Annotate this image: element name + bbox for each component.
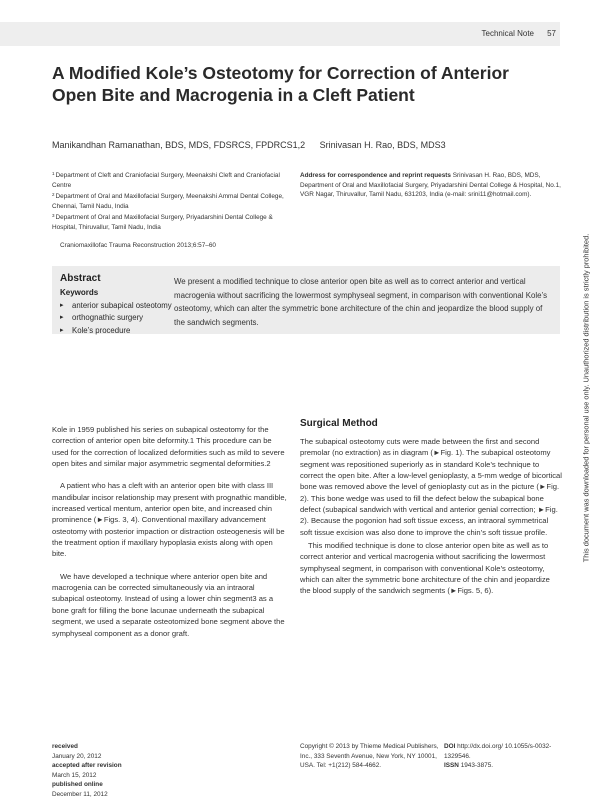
received-label: received <box>52 743 78 750</box>
body-paragraph: Kole in 1959 published his series on subapical osteotomy for the correction of anterior open bite deformity.1 This procedure can be used for the correction of localized deformities such as mild to severe open bites and similar major asymmetric segmental deformities.2 <box>52 425 285 469</box>
received-date: January 20, 2012 <box>52 752 102 760</box>
published-date: December 11, 2012 <box>52 790 108 798</box>
correspondence-text: Srinivasan H. Rao, BDS, MDS, Department of Oral and Maxillofacial Surgery, Priyadarshini Dental College & Hospital, No.1, VGR Nagar, Thiruvallur, Tamil Nadu, 631203, India (e-mail: srini11@hotmail.com). <box>300 172 561 199</box>
published-label: published online <box>52 781 103 789</box>
body-paragraph: This modified technique is done to close anterior open bite as well as to correct anterior and vertical macrogenia without sacrificing the lowermost symphyseal segment, in comparison with conventional Kole’s osteotomy, which can alter the symmetric bone architecture of the chin and jeopardize the blood supply of the sandwich segments (►Figs. 5, 6). <box>300 541 550 596</box>
abstract-text: We present a modified technique to close anterior open bite as well as to correct anterior and vertical macrogenia without sacrificing the lowermost symphyseal segment, in comparison with conventional Kole’s osteotomy, which can alter the symmetric bone architecture of the chin and jeopardize the blood supply of the sandwich segments. <box>174 277 548 328</box>
journal-reference: Craniomaxillofac Trauma Reconstruction 2013;6:57–60 <box>60 242 216 249</box>
accepted-date: March 15, 2012 <box>52 771 97 779</box>
keyword-item: ▸ anterior subapical osteotomy <box>60 300 175 312</box>
keyword-item: ▸ Kole’s procedure <box>60 325 175 337</box>
author-list <box>52 140 446 150</box>
doi-block <box>444 742 562 771</box>
body-paragraph: A patient who has a cleft with an anterior open bite with class III mandibular incisor relationship may present with prognathic mandible, increased vertical mentum, anterior open bite, and increased chin prominence (►Figs. 3, 4). Conventional maxillary advancement osteotomy with posterior impaction or distraction osteogenesis will be the treatment option if maxillary hypoplasia exists along with open bite. <box>52 481 287 559</box>
author-1: Manikandhan Ramanathan, BDS, MDS, FDSRCS, FPDRCS1,2 <box>52 140 306 150</box>
correspondence-label: Address for correspondence and reprint requests <box>300 172 451 179</box>
article-history <box>52 742 172 800</box>
doi-label: DOI <box>444 743 456 750</box>
affiliation-text: Department of Cleft and Craniofacial Surgery, Meenakshi Cleft and Craniofacial Centre <box>52 172 280 189</box>
affiliation-2 <box>52 192 297 211</box>
abstract-heading: Abstract <box>60 273 101 284</box>
affiliation-text: Department of Oral and Maxillofacial Surgery, Meenakshi Ammal Dental College, Chennai, Tamil Nadu, India <box>52 193 284 210</box>
accepted-label: accepted after revision <box>52 762 122 770</box>
affiliation-3 <box>52 213 297 232</box>
section-label: Technical Note <box>481 29 534 38</box>
keyword-list <box>60 300 175 337</box>
issn-label: ISSN <box>444 762 459 770</box>
author-2: Srinivasan H. Rao, BDS, MDS3 <box>319 140 446 150</box>
body-paragraph: The subapical osteotomy cuts were made between the first and second premolar (no extraction) as in diagram (►Fig. 1). The subapical osteotomy segment was repositioned superiorly as in standard Kole’s technique to correct the open bite. After a low-level genioplasty, a 5-mm wedge of bicortical bone was removed above the level of genioplasty cut as in the picture (►Fig. 2). This bone wedge was used to fill the defect below the subapical bone defect (subapical sandwich with vertical and anterior genial correction; ►Fig. 2). Because the pogonion had soft tissue excess, an intraoral symmetrical soft tissue excision was also done to improve the chin’s soft tissue profile. <box>300 437 562 537</box>
doi-link[interactable]: http://dx.doi.org/ 10.1055/s-0032-1329546. <box>444 743 552 760</box>
affiliation-number: 3 <box>52 213 55 219</box>
download-notice: This document was downloaded for personal use only. Unauthorized distribution is strictly prohibited. <box>581 233 591 563</box>
surgical-method-column <box>300 436 562 599</box>
running-header <box>0 22 560 46</box>
issn-value: 1943-3875. <box>460 762 494 770</box>
keyword-item: ▸ orthognathic surgery <box>60 312 175 324</box>
affiliations <box>52 171 297 235</box>
affiliation-text: Department of Oral and Maxillofacial Surgery, Priyadarshini Dental College & Hospital, Thiruvallur, Tamil Nadu, India <box>52 214 273 231</box>
abstract-box <box>52 266 560 334</box>
page-number: 57 <box>547 29 556 38</box>
affiliation-1 <box>52 171 297 190</box>
section-heading-surgical-method: Surgical Method <box>300 418 378 429</box>
keywords-heading: Keywords <box>60 288 99 297</box>
introduction-column <box>52 424 287 650</box>
body-paragraph: We have developed a technique where anterior open bite and macrogenia can be corrected simultaneously via an intraoral subapical osteotomy. Instead of using a lower chin segment3 as a bone graft for filling the bone lacunae underneath the subapical segment, we used a separate osteotomized bone segment above the symphyseal component as a donor graft. <box>52 571 285 638</box>
correspondence <box>300 171 565 200</box>
affiliation-number: 2 <box>52 192 55 198</box>
affiliation-number: 1 <box>52 171 55 176</box>
copyright-notice: Copyright © 2013 by Thieme Medical Publishers, Inc., 333 Seventh Avenue, New York, NY 10001, USA. Tel: +1(212) 584-4662. <box>300 743 439 770</box>
article-title: A Modified Kole’s Osteotomy for Correction of Anterior Open Bite and Macrogenia in a Cleft Patient <box>52 63 509 105</box>
